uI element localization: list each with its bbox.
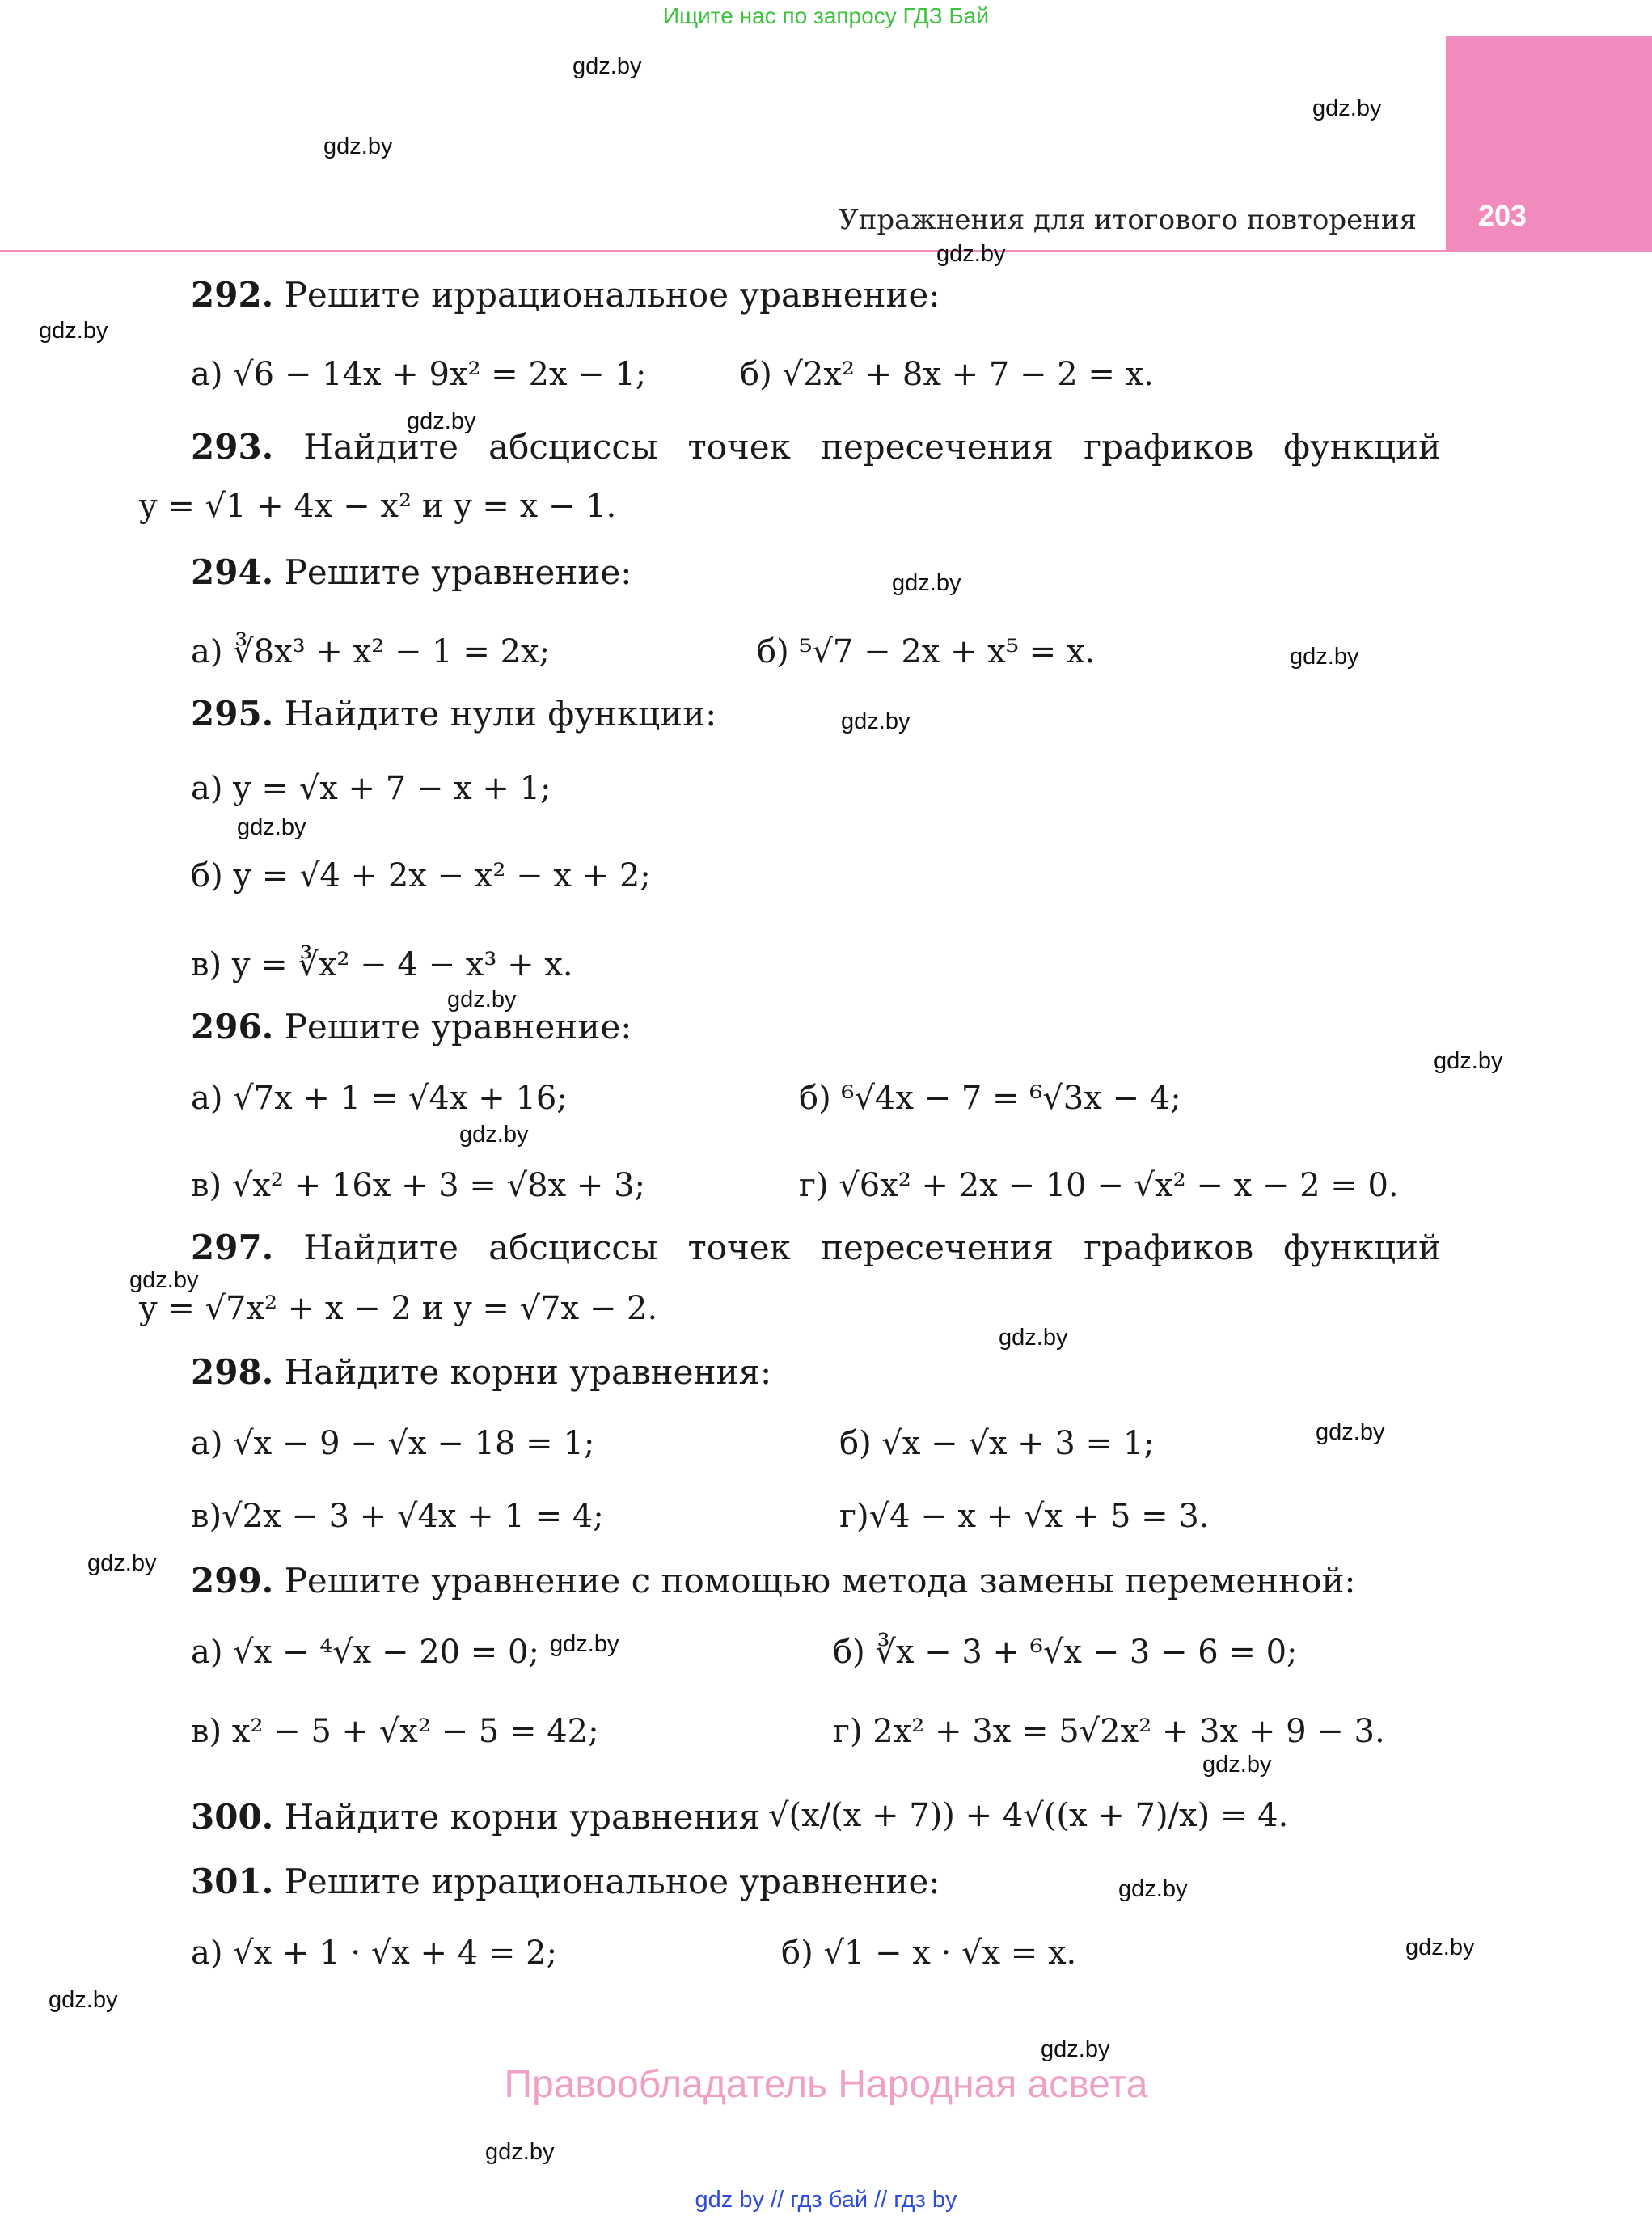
exercise-298-d: г)√4 − x + √x + 5 = 3.	[839, 1498, 1210, 1535]
exercise-301-b: б) √1 − x · √x = x.	[781, 1934, 1077, 1972]
copyright-notice: Правообладатель Народная асвета	[504, 2063, 1148, 2106]
watermark: gdz.by	[1312, 95, 1382, 121]
exercise-295-b: б) y = √4 + 2x − x² − x + 2;	[191, 857, 651, 894]
exercise-298-a: а) √x − 9 − √x − 18 = 1;	[191, 1425, 595, 1462]
watermark: gdz.by	[485, 2139, 555, 2165]
exercise-292-b: б) √2x² + 8x + 7 − 2 = x.	[740, 356, 1154, 393]
watermark: gdz.by	[572, 53, 642, 79]
watermark: gdz.by	[323, 133, 393, 159]
exercise-295-c: в) y = ∛x² − 4 − x³ + x.	[191, 946, 573, 983]
watermark: gdz.by	[1405, 1934, 1475, 1960]
watermark: gdz.by	[1434, 1048, 1503, 1074]
exercise-295-a: а) y = √x + 7 − x + 1;	[191, 770, 551, 807]
watermark: gdz.by	[459, 1122, 529, 1148]
exercise-299-heading: 299. Решите уравнение с помощью метода замены переменной:	[191, 1561, 1356, 1600]
exercise-301-heading: 301. Решите иррациональное уравнение:	[191, 1862, 940, 1901]
watermark: gdz.by	[1202, 1752, 1272, 1778]
exercise-296-a: а) √7x + 1 = √4x + 16;	[191, 1080, 568, 1117]
exercise-295-heading: 295. Найдите нули функции:	[191, 694, 717, 734]
watermark: gdz.by	[87, 1550, 157, 1576]
watermark: gdz.by	[39, 318, 108, 344]
search-hint: Ищите нас по запросу ГДЗ Бай	[662, 3, 990, 28]
watermark: gdz.by	[1118, 1876, 1188, 1902]
exercise-296-b: б) ⁶√4x − 7 = ⁶√3x − 4;	[799, 1080, 1181, 1117]
watermark: gdz.by	[407, 408, 476, 434]
exercise-298-c: в)√2x − 3 + √4x + 1 = 4;	[191, 1498, 604, 1535]
page-number: 203	[1477, 199, 1527, 232]
exercise-299-b: б) ∛x − 3 + ⁶√x − 3 − 6 = 0;	[833, 1634, 1298, 1671]
watermark: gdz.by	[447, 987, 517, 1013]
exercise-292-heading: 292. Решите иррациональное уравнение:	[191, 275, 940, 315]
exercise-298-b: б) √x − √x + 3 = 1;	[839, 1425, 1155, 1462]
exercise-296-heading: 296. Решите уравнение:	[191, 1007, 632, 1046]
watermark: gdz.by	[1290, 644, 1359, 670]
exercise-296-c: в) √x² + 16x + 3 = √8x + 3;	[191, 1167, 646, 1204]
watermark: gdz.by	[1041, 2036, 1110, 2062]
exercise-301-a: а) √x + 1 · √x + 4 = 2;	[191, 1934, 558, 1972]
watermark: gdz.by	[550, 1631, 619, 1657]
exercise-293-heading: 293. Найдите абсциссы точек пересечения графиков функций	[191, 427, 1441, 467]
watermark: gdz.by	[49, 1987, 118, 2013]
exercise-293-functions: y = √1 + 4x − x² и y = x − 1.	[139, 488, 617, 525]
watermark: gdz.by	[841, 708, 911, 734]
watermark: gdz.by	[129, 1267, 199, 1293]
exercise-300-heading: 300. Найдите корни уравнения	[191, 1797, 760, 1837]
exercise-294-b: б) ⁵√7 − 2x + x⁵ = x.	[757, 633, 1096, 670]
running-title: Упражнения для итогового повторения	[839, 204, 1417, 236]
exercise-296-d: г) √6x² + 2x − 10 − √x² − x − 2 = 0.	[799, 1167, 1399, 1204]
watermark: gdz.by	[999, 1325, 1068, 1351]
exercise-299-a: а) √x − ⁴√x − 20 = 0;	[191, 1634, 539, 1671]
header-rule	[0, 250, 1446, 252]
watermark: gdz.by	[237, 814, 306, 840]
exercise-292-a: а) √6 − 14x + 9x² = 2x − 1;	[191, 356, 647, 393]
exercise-294-heading: 294. Решите уравнение:	[191, 552, 632, 592]
watermark: gdz.by	[1316, 1419, 1385, 1445]
exercise-297-functions: y = √7x² + x − 2 и y = √7x − 2.	[139, 1290, 658, 1327]
exercise-299-c: в) x² − 5 + √x² − 5 = 42;	[191, 1713, 599, 1750]
exercise-300-formula: √(x/(x + 7)) + 4√((x + 7)/x) = 4.	[768, 1797, 1289, 1834]
exercise-297-heading: 297. Найдите абсциссы точек пересечения графиков функций	[191, 1228, 1441, 1267]
watermark: gdz.by	[892, 570, 961, 596]
exercise-298-heading: 298. Найдите корни уравнения:	[191, 1352, 772, 1392]
exercise-294-a: а) ∛8x³ + x² − 1 = 2x;	[191, 633, 551, 670]
exercise-299-d: г) 2x² + 3x = 5√2x² + 3x + 9 − 3.	[833, 1713, 1385, 1750]
watermark: gdz.by	[936, 241, 1006, 267]
bottom-links[interactable]: gdz by // гдз бай // гдз by	[695, 2187, 957, 2213]
